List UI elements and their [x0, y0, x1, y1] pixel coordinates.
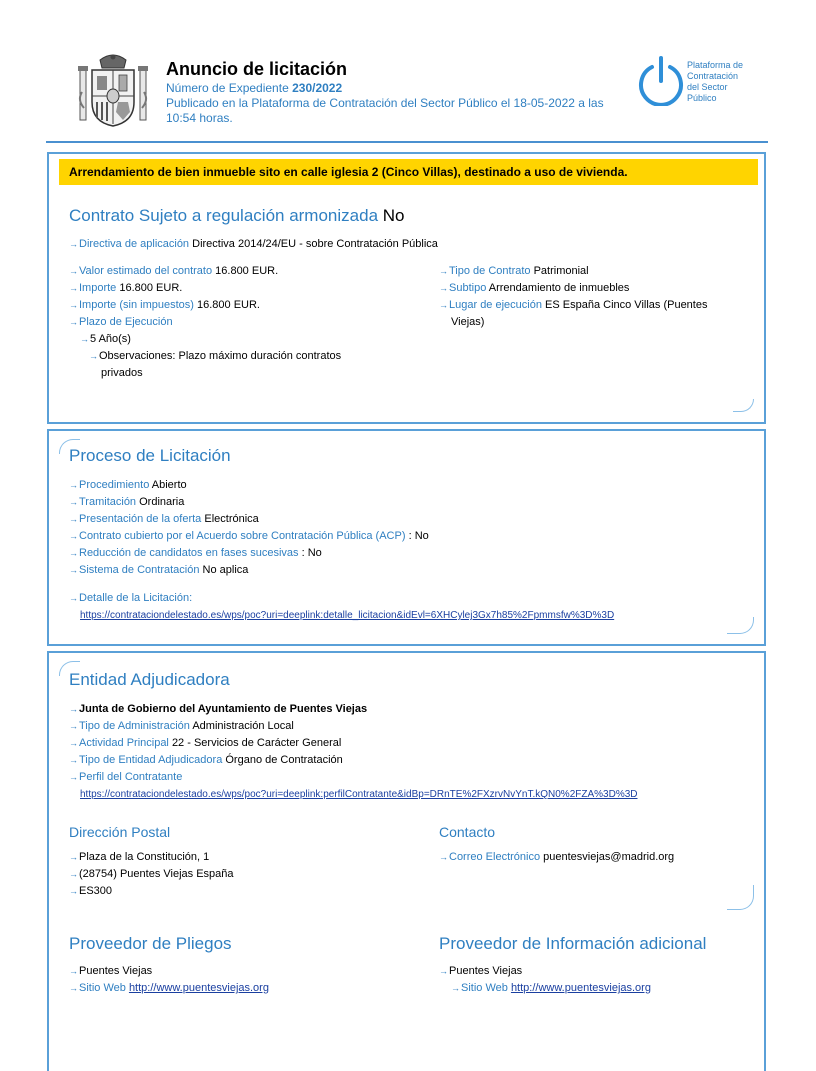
platform-logo-line: del Sector — [687, 82, 728, 92]
info-name-row — [439, 963, 522, 980]
expediente-label: Número de Expediente — [166, 81, 289, 95]
directiva-row — [69, 236, 438, 253]
entity-section — [47, 651, 766, 1071]
tipo-entidad-row — [69, 752, 343, 769]
arrow-icon: → — [69, 514, 78, 524]
direccion-line-1: Plaza de la Constitución, 1 — [79, 851, 210, 863]
info-name: Puentes Viejas — [449, 965, 523, 977]
observaciones-line-1: Observaciones: Plazo máximo duración contratos — [99, 350, 342, 362]
tipo-row — [439, 263, 589, 280]
importe-sin-value: 16.800 EUR. — [197, 299, 260, 311]
contacto-title: Contacto — [439, 824, 496, 840]
platform-logo-line: Público — [687, 93, 717, 103]
published-line: Publicado en la Plataforma de Contratación del Sector Público el 18-05-2022 a las 10:54 horas. — [166, 96, 604, 125]
platform-logo-line: Contratación — [687, 71, 739, 81]
acp-value: : No — [408, 530, 429, 542]
page-title: Anuncio de licitación — [166, 59, 348, 79]
reduccion-label: Reducción de candidatos en fases sucesivas — [79, 547, 299, 559]
arrow-icon: → — [80, 334, 89, 344]
document-header — [0, 0, 816, 142]
presentacion-label: Presentación de la oferta — [79, 513, 202, 525]
tipo-entidad-value: Órgano de Contratación — [225, 754, 343, 766]
perfil-contratante-link[interactable]: https://contrataciondelestado.es/wps/poc?uri=deeplink:perfilContratante&idBp=DRnTE%2FXzrvNvYnT.kQN0%2FZA%3D%3D — [80, 789, 638, 800]
direccion-row-2 — [69, 866, 234, 883]
decorative-corner — [727, 885, 754, 910]
platform-power-icon — [636, 56, 686, 106]
entity-section-title: Entidad Adjudicadora — [69, 670, 230, 689]
arrow-icon: → — [69, 317, 78, 327]
tipo-value: Patrimonial — [533, 265, 589, 277]
arrow-icon: → — [69, 497, 78, 507]
importe-sin-row — [69, 297, 260, 314]
detalle-licitacion-link[interactable]: https://contrataciondelestado.es/wps/poc?uri=deeplink:detalle_licitacion&idEvl=6XHCylej3Gx7h85%2Fpmmsfw%3D%3D — [80, 610, 615, 621]
decorative-corner — [733, 399, 754, 412]
reduccion-value: : No — [301, 547, 322, 559]
arrow-icon: → — [451, 983, 460, 993]
arrow-icon: → — [69, 966, 78, 976]
arrow-icon: → — [439, 852, 448, 862]
arrow-icon: → — [439, 283, 448, 293]
presentacion-row — [69, 511, 259, 528]
arrow-icon: → — [69, 266, 78, 276]
actividad-label: Actividad Principal — [79, 737, 169, 749]
importe-row — [69, 280, 182, 297]
info-web-label: Sitio Web — [461, 982, 508, 994]
arrow-icon: → — [69, 772, 78, 782]
arrow-icon: → — [69, 548, 78, 558]
arrow-icon: → — [439, 300, 448, 310]
plazo-label: Plazo de Ejecución — [79, 316, 173, 328]
platform-logo-line: Plataforma de — [687, 60, 744, 70]
contract-section — [47, 152, 766, 424]
info-web-row — [451, 980, 651, 997]
perfil-label: Perfil del Contratante — [79, 771, 183, 783]
procedimiento-label: Procedimiento — [79, 479, 150, 491]
arrow-icon: → — [69, 239, 78, 249]
process-section-title: Proceso de Licitación — [69, 446, 231, 465]
plazo-row — [69, 314, 173, 331]
arrow-icon: → — [69, 755, 78, 765]
procedimiento-value: Abierto — [151, 479, 187, 491]
arrow-icon: → — [69, 886, 78, 896]
arrow-icon: → — [69, 869, 78, 879]
arrow-icon: → — [439, 966, 448, 976]
acp-row — [69, 528, 429, 545]
lugar-value-2: Viejas) — [451, 316, 485, 328]
arrow-icon: → — [69, 480, 78, 490]
lugar-value-1: ES España Cinco Villas (Puentes — [545, 299, 708, 311]
tipo-admin-row — [69, 718, 294, 735]
arrow-icon: → — [69, 721, 78, 731]
tipo-admin-value: Administración Local — [192, 720, 294, 732]
actividad-row — [69, 735, 341, 752]
entity-name: Junta de Gobierno del Ayuntamiento de Puentes Viejas — [79, 703, 368, 715]
lugar-label: Lugar de ejecución — [449, 299, 542, 311]
direccion-title: Dirección Postal — [69, 824, 171, 840]
header-subtitle — [166, 81, 626, 126]
reduccion-row — [69, 545, 322, 562]
direccion-row-1 — [69, 849, 209, 866]
valor-row — [69, 263, 278, 280]
arrow-icon: → — [69, 983, 78, 993]
subtipo-value: Arrendamiento de inmuebles — [488, 282, 630, 294]
arrow-icon: → — [69, 704, 78, 714]
arrow-icon: → — [89, 351, 98, 361]
entity-name-row — [69, 701, 367, 718]
plazo-value: 5 Año(s) — [90, 333, 131, 345]
perfil-link-row — [80, 786, 638, 803]
sistema-value: No aplica — [202, 564, 249, 576]
acp-label: Contrato cubierto por el Acuerdo sobre Contratación Pública (ACP) — [79, 530, 406, 542]
correo-label: Correo Electrónico — [449, 851, 541, 863]
pliegos-title: Proveedor de Pliegos — [69, 934, 232, 953]
lugar-row — [439, 297, 707, 314]
importe-label: Importe — [79, 282, 117, 294]
direccion-line-3: ES300 — [79, 885, 113, 897]
sistema-row — [69, 562, 248, 579]
direccion-row-3 — [69, 883, 112, 900]
subtipo-label: Subtipo — [449, 282, 487, 294]
tipo-admin-label: Tipo de Administración — [79, 720, 190, 732]
observaciones-line-2: privados — [101, 367, 143, 379]
perfil-row — [69, 769, 182, 786]
detalle-link-row — [80, 607, 614, 624]
header-divider — [46, 141, 768, 143]
tramitacion-label: Tramitación — [79, 496, 137, 508]
platform-logo-text — [687, 60, 767, 104]
info-title: Proveedor de Información adicional — [439, 934, 707, 953]
info-web-link[interactable]: http://www.puentesviejas.org — [510, 982, 651, 994]
valor-label: Valor estimado del contrato — [79, 265, 213, 277]
contract-title-value: No — [382, 206, 405, 225]
direccion-line-2: (28754) Puentes Viejas España — [79, 868, 234, 880]
arrow-icon: → — [69, 852, 78, 862]
coat-of-arms-icon — [78, 52, 148, 128]
arrow-icon: → — [69, 593, 78, 603]
arrow-icon: → — [69, 531, 78, 541]
arrow-icon: → — [69, 300, 78, 310]
pliegos-name: Puentes Viejas — [79, 965, 153, 977]
tramitacion-value: Ordinaria — [139, 496, 185, 508]
pliegos-web-link[interactable]: http://www.puentesviejas.org — [128, 982, 269, 994]
procedimiento-row — [69, 477, 187, 494]
tramitacion-row — [69, 494, 184, 511]
directiva-value: Directiva 2014/24/EU - sobre Contratación Pública — [192, 238, 438, 250]
pliegos-web-label: Sitio Web — [79, 982, 126, 994]
contract-title-label: Contrato Sujeto a regulación armonizada — [69, 206, 379, 225]
actividad-value: 22 - Servicios de Carácter General — [171, 737, 342, 749]
presentacion-value: Electrónica — [204, 513, 259, 525]
detalle-label: Detalle de la Licitación: — [79, 592, 193, 604]
sistema-label: Sistema de Contratación — [79, 564, 200, 576]
directiva-label: Directiva de aplicación — [79, 238, 190, 250]
pliegos-web-row — [69, 980, 269, 997]
arrow-icon: → — [69, 565, 78, 575]
plazo-value-row — [80, 331, 131, 348]
importe-value: 16.800 EUR. — [119, 282, 183, 294]
importe-sin-label: Importe (sin impuestos) — [79, 299, 194, 311]
lugar-row-2 — [451, 314, 484, 331]
expediente-number: 230/2022 — [292, 81, 343, 95]
contract-banner: Arrendamiento de bien inmueble sito en calle iglesia 2 (Cinco Villas), destinado a uso de vivienda. — [59, 159, 758, 185]
decorative-corner — [727, 617, 754, 634]
arrow-icon: → — [69, 283, 78, 293]
subtipo-row — [439, 280, 629, 297]
process-section — [47, 429, 766, 646]
observaciones-row-2 — [101, 365, 143, 382]
correo-value: puentesviejas@madrid.org — [543, 851, 675, 863]
tipo-entidad-label: Tipo de Entidad Adjudicadora — [79, 754, 223, 766]
valor-value: 16.800 EUR. — [215, 265, 279, 277]
arrow-icon: → — [69, 738, 78, 748]
arrow-icon: → — [439, 266, 448, 276]
pliegos-name-row — [69, 963, 152, 980]
observaciones-row — [89, 348, 341, 365]
tipo-label: Tipo de Contrato — [449, 265, 531, 277]
detalle-row — [69, 590, 192, 607]
contract-section-title — [69, 206, 405, 226]
expediente-line — [166, 81, 626, 96]
correo-row — [439, 849, 674, 866]
